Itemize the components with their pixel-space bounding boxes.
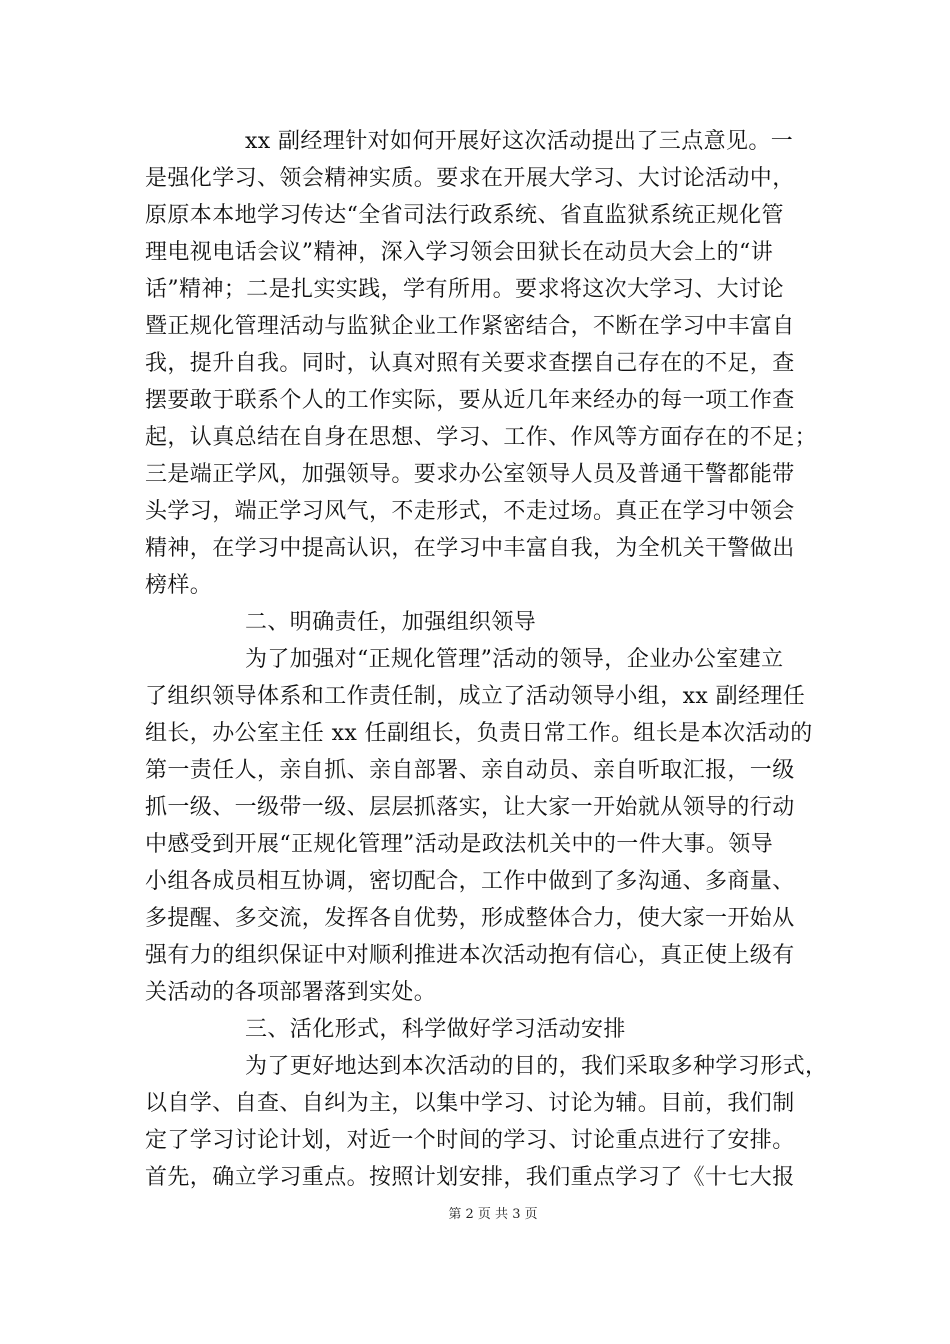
text-line: 暨正规化管理活动与监狱企业工作紧密结合，不断在学习中丰富自 — [145, 314, 795, 339]
text-line: 三是端正学风，加强领导。要求办公室领导人员及普通干警都能带 — [145, 462, 795, 487]
text-line: 头学习，端正学习风气，不走形式，不走过场。真正在学习中领会 — [145, 499, 795, 524]
text-line: 组长，办公室主任 xx 任副组长，负责日常工作。组长是本次活动的 — [145, 721, 813, 746]
text-line: 定了学习讨论计划，对近一个时间的学习、讨论重点进行了安排。 — [145, 1128, 795, 1153]
text-line: 小组各成员相互协调，密切配合，工作中做到了多沟通、多商量、 — [145, 869, 795, 894]
text-line: 强有力的组织保证中对顺利推进本次活动抱有信心，真正使上级有 — [145, 943, 795, 968]
text-line: 原原本本地学习传达“全省司法行政系统、省直监狱系统正规化管 — [145, 203, 784, 228]
text-line: 以自学、自查、自纠为主，以集中学习、讨论为辅。目前，我们制 — [145, 1091, 795, 1116]
text-line: 话”精神；二是扎实实践，学有所用。要求将这次大学习、大讨论 — [145, 277, 784, 302]
page-footer — [0, 1206, 950, 1224]
text-line: 理电视电话会议”精神，深入学习领会田狱长在动员大会上的“讲 — [145, 240, 774, 265]
page-number: 第 2 页 共 3 页 — [448, 1207, 538, 1222]
text-line: 我，提升自我。同时，认真对照有关要求查摆自己存在的不足，查 — [145, 351, 795, 376]
text-line: 抓一级、一级带一级、层层抓落实，让大家一开始就从领导的行动 — [145, 795, 795, 820]
text-line: 关活动的各项部署落到实处。 — [145, 980, 437, 1005]
text-line: 为了更好地达到本次活动的目的，我们采取多种学习形式， — [245, 1054, 828, 1079]
text-line: 为了加强对“正规化管理”活动的领导，企业办公室建立 — [245, 647, 784, 672]
text-line: 中感受到开展“正规化管理”活动是政法机关中的一件大事。领导 — [145, 832, 774, 857]
text-line: 多提醒、多交流，发挥各自优势，形成整体合力，使大家一开始从 — [145, 906, 795, 931]
text-line: 第一责任人，亲自抓、亲自部署、亲自动员、亲自听取汇报，一级 — [145, 758, 795, 783]
text-line: 首先，确立学习重点。按照计划安排，我们重点学习了《十七大报 — [145, 1165, 795, 1190]
text-line: 是强化学习、领会精神实质。要求在开展大学习、大讨论活动中， — [145, 166, 795, 191]
section-heading: 三、活化形式，科学做好学习活动安排 — [245, 1017, 626, 1042]
text-line: 精神，在学习中提高认识，在学习中丰富自我，为全机关干警做出 — [145, 536, 795, 561]
text-line: 榜样。 — [145, 573, 213, 598]
text-line: xx 副经理针对如何开展好这次活动提出了三点意见。一 — [245, 129, 794, 154]
section-heading: 二、明确责任，加强组织领导 — [245, 610, 537, 635]
text-line: 摆要敢于联系个人的工作实际，要从近几年来经办的每一项工作查 — [145, 388, 795, 413]
text-line: 了组织领导体系和工作责任制，成立了活动领导小组，xx 副经理任 — [145, 684, 806, 709]
text-line: 起，认真总结在自身在思想、学习、工作、作风等方面存在的不足； — [145, 425, 818, 450]
